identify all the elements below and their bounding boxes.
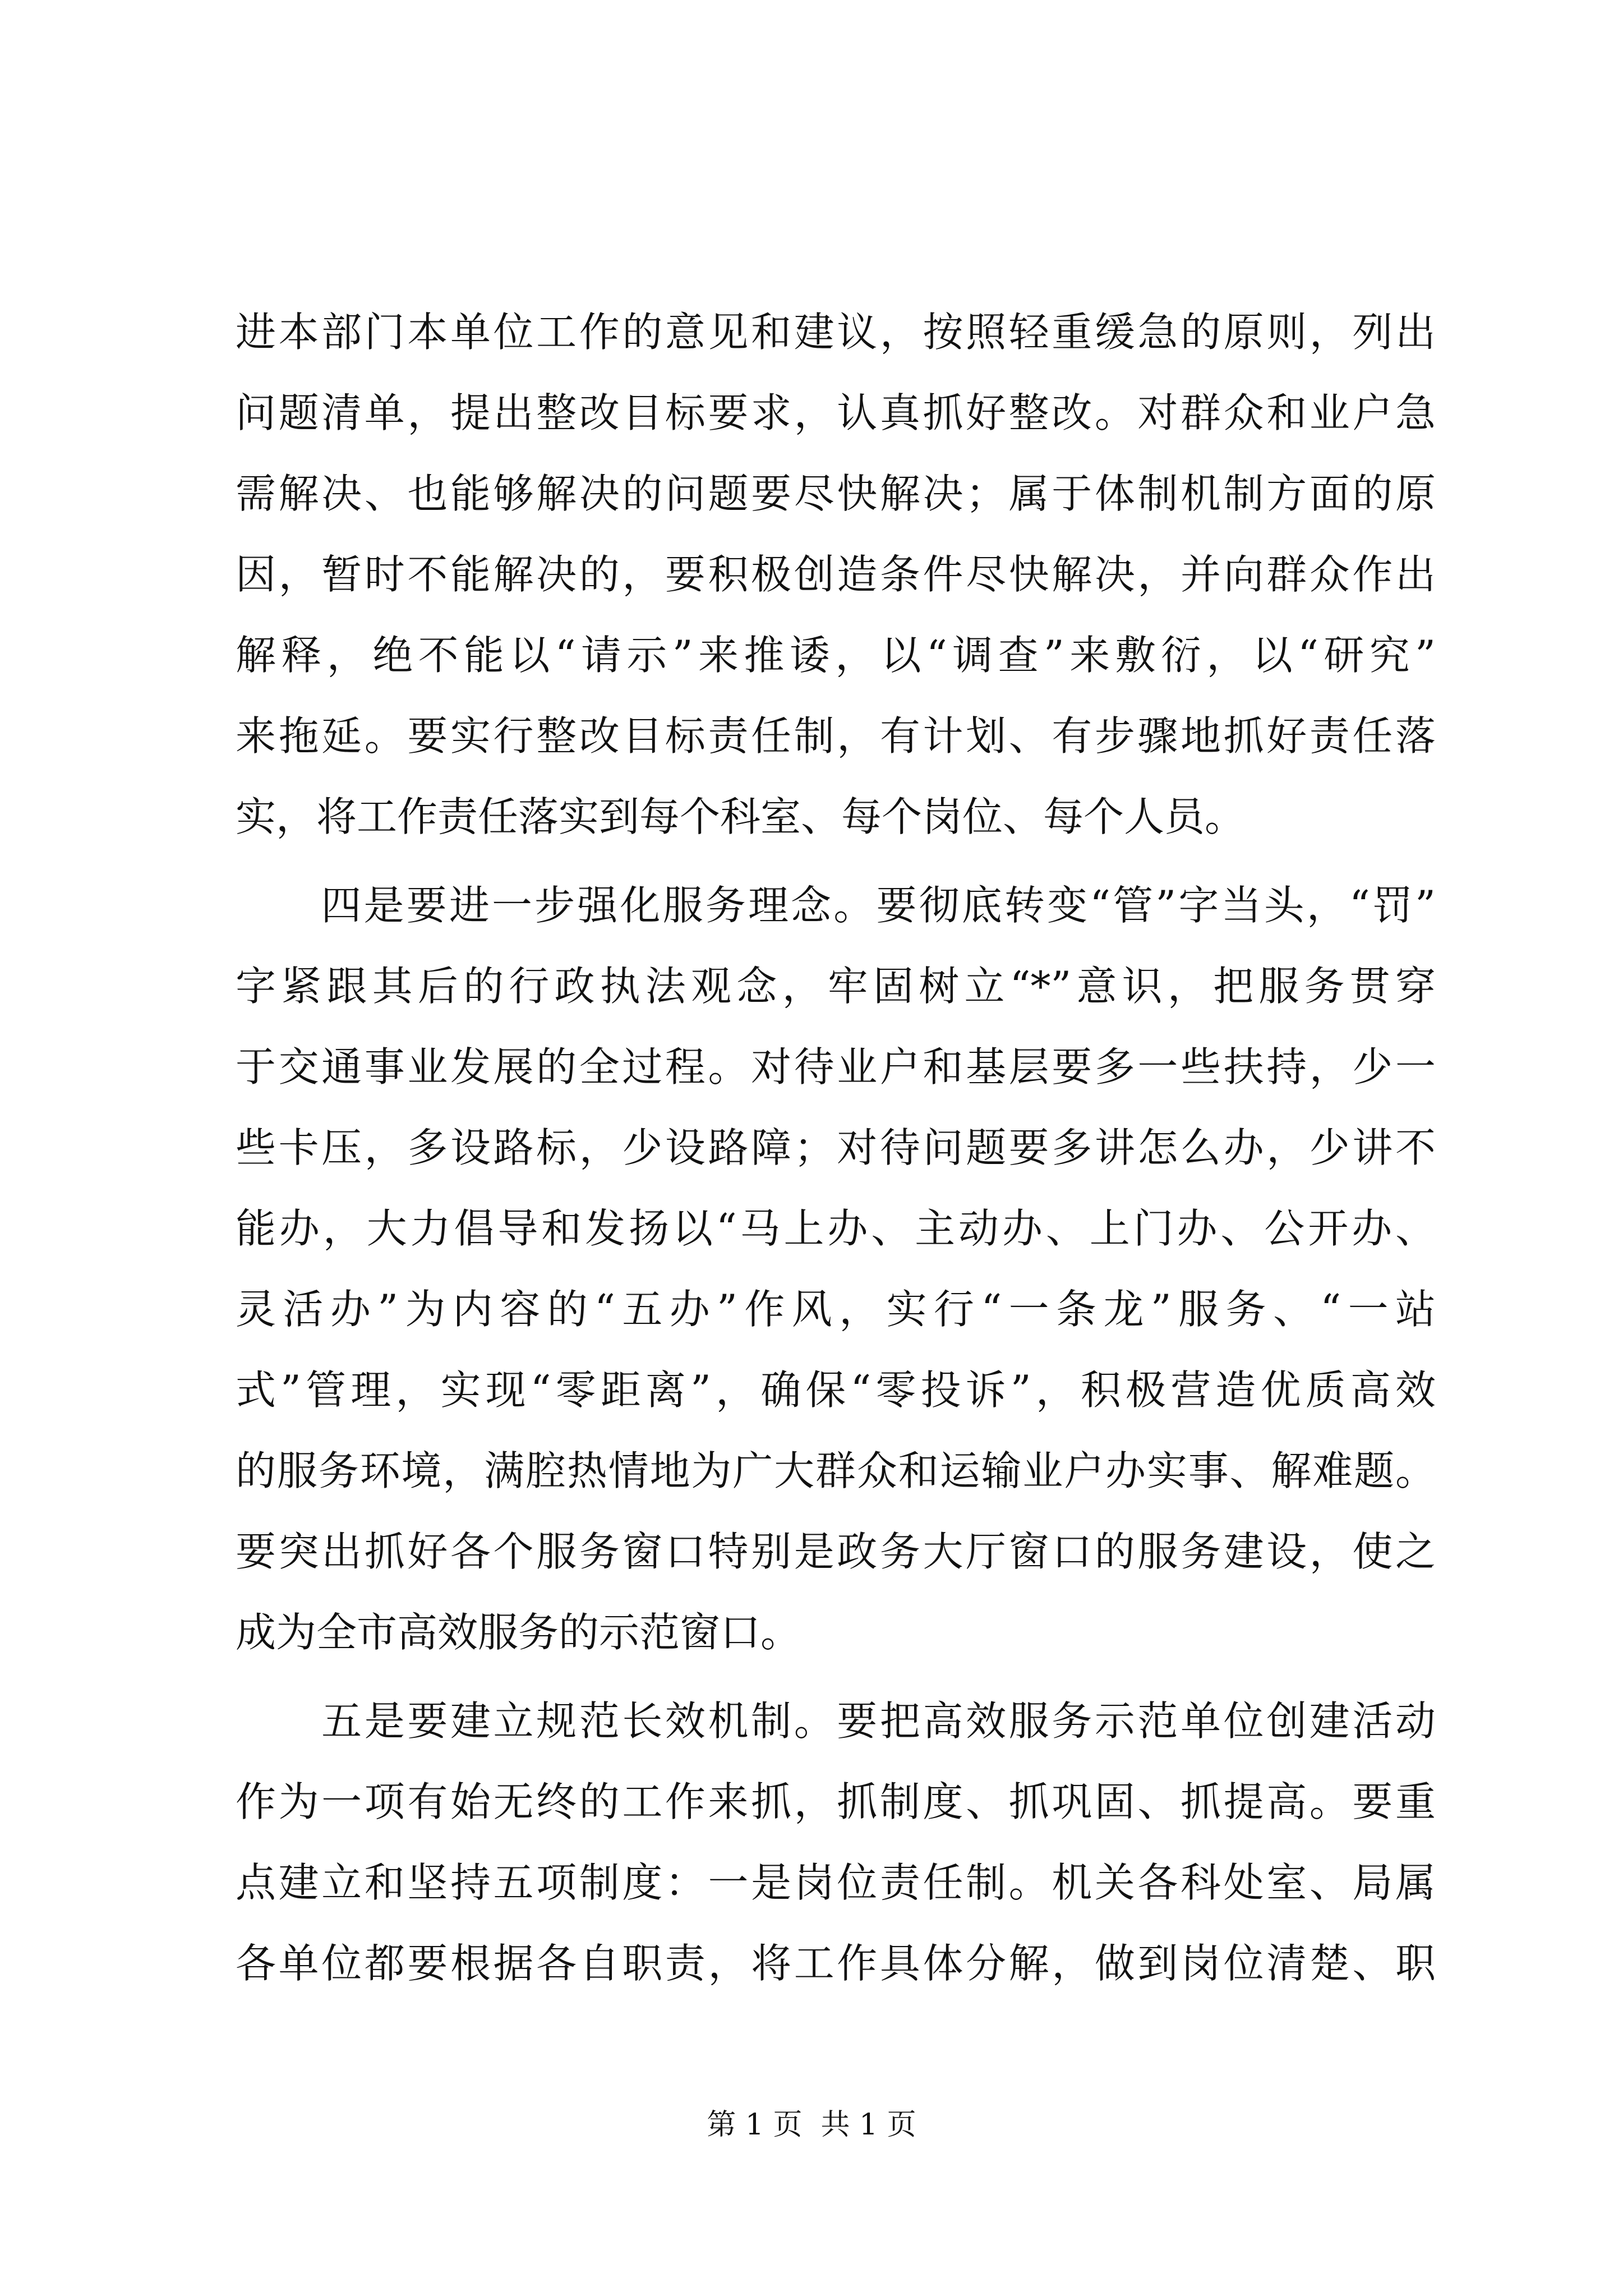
text-line: 于交通事业发展的全过程。对待业户和基层要多一些扶持，少一 bbox=[236, 1043, 1436, 1091]
text-line: 解释，绝不能以“请示”来推诿，以“调查”来敷衍，以“研究” bbox=[236, 632, 1436, 679]
text-line: 作为一项有始无终的工作来抓，抓制度、抓巩固、抓提高。要重 bbox=[236, 1778, 1436, 1825]
text-line: 因，暂时不能解决的，要积极创造条件尽快解决，并向群众作出 bbox=[236, 551, 1436, 598]
text-line: 点建立和坚持五项制度：一是岗位责任制。机关各科处室、局属 bbox=[236, 1859, 1436, 1906]
text-line: 成为全市高效服务的示范窗口。 bbox=[236, 1609, 801, 1656]
document-body bbox=[236, 292, 1436, 2004]
text-line: 灵活办”为内容的“五办”作风，实行“一条龙”服务、“一站 bbox=[236, 1286, 1436, 1333]
text-line: 问题清单，提出整改目标要求，认真抓好整改。对群众和业户急 bbox=[236, 389, 1436, 436]
text-line: 式”管理，实现“零距离”，确保“零投诉”，积极营造优质高效 bbox=[236, 1366, 1436, 1414]
text-line: 五是要建立规范长效机制。要把高效服务示范单位创建活动 bbox=[236, 1697, 1436, 1745]
text-line: 各单位都要根据各自职责，将工作具体分解，做到岗位清楚、职 bbox=[236, 1940, 1436, 1987]
paragraph-2 bbox=[236, 865, 1436, 1673]
paragraph-spacer bbox=[236, 1673, 1436, 1681]
text-line: 需解决、也能够解决的问题要尽快解决；属于体制机制方面的原 bbox=[236, 470, 1436, 517]
text-line: 些卡压，多设路标，少设路障；对待问题要多讲怎么办，少讲不 bbox=[236, 1124, 1436, 1171]
text-line: 来拖延。要实行整改目标责任制，有计划、有步骤地抓好责任落 bbox=[236, 712, 1436, 760]
paragraph-spacer bbox=[236, 857, 1436, 865]
text-line: 四是要进一步强化服务理念。要彻底转变“管”字当头，“罚” bbox=[236, 882, 1436, 929]
paragraph-3 bbox=[236, 1681, 1436, 2004]
text-line: 能办，大力倡导和发扬以“马上办、主动办、上门办、公开办、 bbox=[236, 1205, 1436, 1252]
text-line: 实，将工作责任落实到每个科室、每个岗位、每个人员。 bbox=[236, 793, 1246, 840]
paragraph-1 bbox=[236, 292, 1436, 857]
text-line: 字紧跟其后的行政执法观念，牢固树立“*”意识，把服务贯穿 bbox=[236, 963, 1436, 1010]
text-line: 的服务环境，满腔热情地为广大群众和运输业户办实事、解难题。 bbox=[236, 1447, 1436, 1494]
text-line: 进本部门本单位工作的意见和建议，按照轻重缓急的原则，列出 bbox=[236, 309, 1436, 356]
page-number-footer: 第 1 页 共 1 页 bbox=[707, 2108, 916, 2142]
text-line: 要突出抓好各个服务窗口特别是政务大厅窗口的服务建设，使之 bbox=[236, 1528, 1436, 1575]
